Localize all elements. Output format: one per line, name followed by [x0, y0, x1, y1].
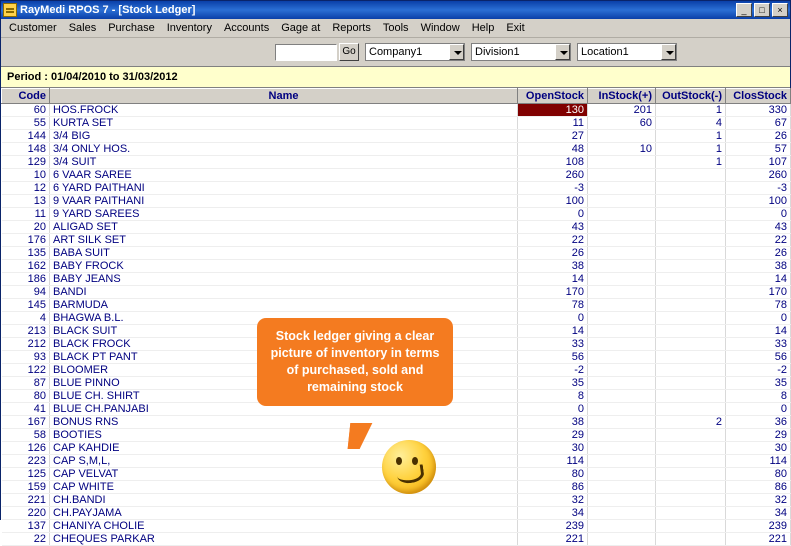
- cell-outstock: [656, 390, 726, 403]
- cell-code: 80: [2, 390, 50, 403]
- cell-code: 220: [2, 507, 50, 520]
- cell-instock: [588, 247, 656, 260]
- cell-openstock: 78: [518, 299, 588, 312]
- cell-instock: [588, 299, 656, 312]
- cell-openstock: 38: [518, 260, 588, 273]
- table-row[interactable]: [2, 195, 791, 208]
- cell-openstock: 34: [518, 507, 588, 520]
- cell-name: ART SILK SET: [50, 234, 518, 247]
- cell-outstock: 1: [656, 130, 726, 143]
- smiley-mouth: [396, 464, 425, 485]
- cell-code: 41: [2, 403, 50, 416]
- division-select[interactable]: [471, 43, 571, 61]
- menu-item-accounts[interactable]: Accounts: [223, 22, 270, 34]
- minimize-button[interactable]: _: [736, 3, 752, 17]
- cell-openstock: 130: [518, 104, 588, 117]
- cell-code: 213: [2, 325, 50, 338]
- cell-outstock: [656, 195, 726, 208]
- smiley-icon: [382, 440, 436, 494]
- table-row[interactable]: [2, 507, 791, 520]
- cell-openstock: 27: [518, 130, 588, 143]
- cell-code: 159: [2, 481, 50, 494]
- cell-name: 6 YARD PAITHANI: [50, 182, 518, 195]
- cell-outstock: [656, 403, 726, 416]
- cell-instock: [588, 507, 656, 520]
- cell-instock: [588, 325, 656, 338]
- cell-closstock: 8: [726, 390, 791, 403]
- cell-code: 122: [2, 364, 50, 377]
- cell-closstock: 114: [726, 455, 791, 468]
- cell-outstock: [656, 507, 726, 520]
- cell-instock: [588, 403, 656, 416]
- cell-name: BABA SUIT: [50, 247, 518, 260]
- cell-openstock: 239: [518, 520, 588, 533]
- cell-name: 9 VAAR PAITHANI: [50, 195, 518, 208]
- company-select[interactable]: [365, 43, 465, 61]
- maximize-button[interactable]: □: [754, 3, 770, 17]
- cell-closstock: 32: [726, 494, 791, 507]
- column-header-closstock[interactable]: ClosStock: [726, 89, 791, 104]
- cell-name: CH.BANDI: [50, 494, 518, 507]
- cell-openstock: 35: [518, 377, 588, 390]
- cell-outstock: [656, 273, 726, 286]
- app-icon: [3, 3, 17, 17]
- cell-code: 144: [2, 130, 50, 143]
- cell-openstock: 56: [518, 351, 588, 364]
- cell-outstock: [656, 455, 726, 468]
- menu-item-window[interactable]: Window: [420, 22, 460, 34]
- cell-code: 212: [2, 338, 50, 351]
- period-label: Period : 01/04/2010 to 31/03/2012: [7, 71, 178, 83]
- cell-openstock: 33: [518, 338, 588, 351]
- cell-openstock: 11: [518, 117, 588, 130]
- table-row[interactable]: [2, 416, 791, 429]
- window-title: RayMedi RPOS 7 - [Stock Ledger]: [20, 4, 196, 16]
- table-row[interactable]: [2, 494, 791, 507]
- cell-code: 126: [2, 442, 50, 455]
- cell-outstock: [656, 364, 726, 377]
- column-header-openstock[interactable]: OpenStock: [518, 89, 588, 104]
- cell-name: BLUE CH. SHIRT: [50, 390, 518, 403]
- cell-openstock: 0: [518, 403, 588, 416]
- menu-item-tools[interactable]: Tools: [382, 22, 409, 34]
- cell-outstock: [656, 312, 726, 325]
- cell-closstock: 221: [726, 533, 791, 546]
- chevron-down-icon[interactable]: [449, 44, 464, 60]
- cell-closstock: 0: [726, 208, 791, 221]
- cell-outstock: [656, 169, 726, 182]
- cell-closstock: 14: [726, 325, 791, 338]
- cell-openstock: -3: [518, 182, 588, 195]
- cell-closstock: 57: [726, 143, 791, 156]
- title-bar: [1, 1, 790, 19]
- table-row[interactable]: [2, 234, 791, 247]
- cell-code: 221: [2, 494, 50, 507]
- cell-name: CH.PAYJAMA: [50, 507, 518, 520]
- cell-closstock: 36: [726, 416, 791, 429]
- menu-item-reports[interactable]: Reports: [332, 22, 371, 34]
- cell-closstock: 80: [726, 468, 791, 481]
- cell-openstock: 100: [518, 195, 588, 208]
- cell-closstock: 26: [726, 247, 791, 260]
- table-row[interactable]: [2, 156, 791, 169]
- cell-code: 20: [2, 221, 50, 234]
- cell-code: 135: [2, 247, 50, 260]
- cell-instock: [588, 273, 656, 286]
- chevron-down-icon[interactable]: [555, 44, 570, 60]
- cell-code: 22: [2, 533, 50, 546]
- column-header-name[interactable]: Name: [50, 89, 518, 104]
- cell-name: BLOOMER: [50, 364, 518, 377]
- cell-code: 87: [2, 377, 50, 390]
- cell-instock: 10: [588, 143, 656, 156]
- cell-outstock: 2: [656, 416, 726, 429]
- cell-openstock: 14: [518, 325, 588, 338]
- cell-instock: 60: [588, 117, 656, 130]
- cell-closstock: 239: [726, 520, 791, 533]
- cell-outstock: [656, 351, 726, 364]
- cell-code: 176: [2, 234, 50, 247]
- cell-closstock: 34: [726, 507, 791, 520]
- cell-outstock: [656, 260, 726, 273]
- cell-closstock: 22: [726, 234, 791, 247]
- cell-openstock: 14: [518, 273, 588, 286]
- cell-name: 6 VAAR SAREE: [50, 169, 518, 182]
- cell-code: 60: [2, 104, 50, 117]
- cell-instock: [588, 481, 656, 494]
- cell-instock: [588, 520, 656, 533]
- toolbar: [1, 38, 790, 67]
- cell-code: 10: [2, 169, 50, 182]
- column-header-outstock[interactable]: OutStock(-): [656, 89, 726, 104]
- cell-outstock: [656, 468, 726, 481]
- location-select[interactable]: [577, 43, 677, 61]
- cell-code: 186: [2, 273, 50, 286]
- cell-name: BLACK PT PANT: [50, 351, 518, 364]
- cell-outstock: [656, 494, 726, 507]
- cell-name: KURTA SET: [50, 117, 518, 130]
- cell-name: CAP WHITE: [50, 481, 518, 494]
- cell-instock: [588, 429, 656, 442]
- cell-openstock: 0: [518, 312, 588, 325]
- cell-openstock: 114: [518, 455, 588, 468]
- table-row[interactable]: [2, 104, 791, 117]
- cell-name: BANDI: [50, 286, 518, 299]
- cell-code: 137: [2, 520, 50, 533]
- search-input[interactable]: [275, 44, 337, 61]
- cell-instock: [588, 442, 656, 455]
- cell-code: 58: [2, 429, 50, 442]
- cell-name: BABY JEANS: [50, 273, 518, 286]
- table-row[interactable]: [2, 182, 791, 195]
- cell-closstock: -3: [726, 182, 791, 195]
- menu-item-customer[interactable]: Customer: [9, 22, 57, 34]
- cell-outstock: [656, 520, 726, 533]
- table-row[interactable]: [2, 221, 791, 234]
- cell-code: 94: [2, 286, 50, 299]
- cell-openstock: 260: [518, 169, 588, 182]
- menu-item-exit[interactable]: Exit: [506, 22, 525, 34]
- table-row[interactable]: [2, 286, 791, 299]
- cell-outstock: [656, 429, 726, 442]
- cell-name: 3/4 ONLY HOS.: [50, 143, 518, 156]
- cell-closstock: 330: [726, 104, 791, 117]
- chevron-down-icon[interactable]: [661, 44, 676, 60]
- callout-bubble: [257, 318, 453, 406]
- cell-outstock: [656, 182, 726, 195]
- cell-closstock: 107: [726, 156, 791, 169]
- table-row[interactable]: [2, 130, 791, 143]
- division-select-value: Division1: [475, 46, 520, 58]
- cell-closstock: 14: [726, 273, 791, 286]
- cell-instock: [588, 533, 656, 546]
- table-row[interactable]: [2, 429, 791, 442]
- cell-instock: [588, 455, 656, 468]
- table-row[interactable]: [2, 169, 791, 182]
- cell-name: CAP VELVAT: [50, 468, 518, 481]
- cell-closstock: 170: [726, 286, 791, 299]
- stock-ledger-grid[interactable]: [1, 88, 790, 545]
- location-select-value: Location1: [581, 46, 629, 58]
- cell-instock: [588, 338, 656, 351]
- cell-code: 55: [2, 117, 50, 130]
- cell-closstock: 29: [726, 429, 791, 442]
- cell-code: 12: [2, 182, 50, 195]
- cell-name: BABY FROCK: [50, 260, 518, 273]
- cell-name: BOOTIES: [50, 429, 518, 442]
- cell-openstock: 29: [518, 429, 588, 442]
- cell-code: 129: [2, 156, 50, 169]
- cell-name: CAP KAHDIE: [50, 442, 518, 455]
- table-row[interactable]: [2, 260, 791, 273]
- cell-instock: [588, 130, 656, 143]
- cell-outstock: 1: [656, 156, 726, 169]
- cell-openstock: 80: [518, 468, 588, 481]
- cell-instock: [588, 286, 656, 299]
- menu-item-inventory[interactable]: Inventory: [166, 22, 212, 34]
- cell-outstock: [656, 247, 726, 260]
- cell-instock: [588, 416, 656, 429]
- cell-openstock: 0: [518, 208, 588, 221]
- cell-instock: 201: [588, 104, 656, 117]
- cell-openstock: 170: [518, 286, 588, 299]
- table-row[interactable]: [2, 143, 791, 156]
- cell-instock: [588, 156, 656, 169]
- cell-outstock: [656, 286, 726, 299]
- cell-outstock: [656, 533, 726, 546]
- cell-closstock: 100: [726, 195, 791, 208]
- cell-instock: [588, 208, 656, 221]
- table-row[interactable]: [2, 208, 791, 221]
- cell-instock: [588, 494, 656, 507]
- cell-openstock: 86: [518, 481, 588, 494]
- cell-closstock: 38: [726, 260, 791, 273]
- cell-outstock: [656, 208, 726, 221]
- cell-closstock: 0: [726, 403, 791, 416]
- cell-closstock: 86: [726, 481, 791, 494]
- table-row[interactable]: [2, 273, 791, 286]
- cell-code: 93: [2, 351, 50, 364]
- menu-item-gage-at[interactable]: Gage at: [281, 22, 321, 34]
- menu-bar: [1, 19, 790, 38]
- cell-name: BLACK FROCK: [50, 338, 518, 351]
- cell-name: CHANIYA CHOLIE: [50, 520, 518, 533]
- cell-instock: [588, 468, 656, 481]
- cell-name: BLACK SUIT: [50, 325, 518, 338]
- cell-closstock: 67: [726, 117, 791, 130]
- cell-instock: [588, 169, 656, 182]
- cell-closstock: 43: [726, 221, 791, 234]
- cell-closstock: 260: [726, 169, 791, 182]
- cell-instock: [588, 221, 656, 234]
- cell-outstock: 1: [656, 143, 726, 156]
- cell-instock: [588, 195, 656, 208]
- table-row[interactable]: [2, 520, 791, 533]
- cell-closstock: 56: [726, 351, 791, 364]
- cell-instock: [588, 364, 656, 377]
- cell-name: CHEQUES PARKAR: [50, 533, 518, 546]
- cell-openstock: 43: [518, 221, 588, 234]
- cell-openstock: 108: [518, 156, 588, 169]
- cell-openstock: 30: [518, 442, 588, 455]
- cell-name: 9 YARD SAREES: [50, 208, 518, 221]
- smiley-eye-right: [412, 457, 418, 465]
- cell-code: 13: [2, 195, 50, 208]
- cell-name: 3/4 SUIT: [50, 156, 518, 169]
- cell-name: BONUS RNS: [50, 416, 518, 429]
- callout-text: Stock ledger giving a clear picture of inventory in terms of purchased, sold and remaining stock: [270, 329, 440, 394]
- cell-name: 3/4 BIG: [50, 130, 518, 143]
- cell-name: ALIGAD SET: [50, 221, 518, 234]
- menu-item-help[interactable]: Help: [471, 22, 495, 34]
- cell-outstock: [656, 481, 726, 494]
- cell-name: BARMUDA: [50, 299, 518, 312]
- cell-code: 11: [2, 208, 50, 221]
- cell-outstock: [656, 299, 726, 312]
- column-header-code[interactable]: Code: [2, 89, 50, 104]
- cell-closstock: 30: [726, 442, 791, 455]
- company-select-value: Company1: [369, 46, 423, 58]
- cell-outstock: 1: [656, 104, 726, 117]
- table-header: [2, 89, 791, 104]
- cell-openstock: 8: [518, 390, 588, 403]
- cell-outstock: [656, 221, 726, 234]
- cell-name: BLUE CH.PANJABI: [50, 403, 518, 416]
- cell-openstock: 221: [518, 533, 588, 546]
- cell-code: 167: [2, 416, 50, 429]
- table-row[interactable]: [2, 299, 791, 312]
- table-row[interactable]: [2, 117, 791, 130]
- cell-code: 4: [2, 312, 50, 325]
- cell-code: 148: [2, 143, 50, 156]
- cell-openstock: 26: [518, 247, 588, 260]
- table-row[interactable]: [2, 247, 791, 260]
- cell-code: 145: [2, 299, 50, 312]
- cell-openstock: 32: [518, 494, 588, 507]
- cell-name: HOS.FROCK: [50, 104, 518, 117]
- go-button[interactable]: Go: [339, 43, 359, 61]
- cell-instock: [588, 182, 656, 195]
- cell-outstock: [656, 325, 726, 338]
- period-bar: [1, 67, 790, 88]
- cell-closstock: 0: [726, 312, 791, 325]
- cell-name: BLUE PINNO: [50, 377, 518, 390]
- cell-closstock: 33: [726, 338, 791, 351]
- cell-code: 223: [2, 455, 50, 468]
- cell-openstock: 38: [518, 416, 588, 429]
- cell-closstock: 78: [726, 299, 791, 312]
- cell-instock: [588, 234, 656, 247]
- close-button[interactable]: ×: [772, 3, 788, 17]
- column-header-instock[interactable]: InStock(+): [588, 89, 656, 104]
- cell-code: 125: [2, 468, 50, 481]
- window-buttons: [736, 3, 788, 17]
- cell-outstock: [656, 338, 726, 351]
- cell-name: CAP S,M,L,: [50, 455, 518, 468]
- cell-outstock: [656, 234, 726, 247]
- cell-name: BHAGWA B.L.: [50, 312, 518, 325]
- table-header-row: [2, 89, 791, 104]
- cell-outstock: [656, 377, 726, 390]
- cell-openstock: 48: [518, 143, 588, 156]
- cell-instock: [588, 351, 656, 364]
- cell-instock: [588, 312, 656, 325]
- cell-openstock: -2: [518, 364, 588, 377]
- cell-outstock: [656, 442, 726, 455]
- menu-item-sales[interactable]: Sales: [68, 22, 97, 34]
- cell-outstock: 4: [656, 117, 726, 130]
- cell-instock: [588, 390, 656, 403]
- cell-code: 162: [2, 260, 50, 273]
- cell-openstock: 22: [518, 234, 588, 247]
- callout-tail: [348, 423, 373, 449]
- table-row[interactable]: [2, 533, 791, 546]
- smiley-eye-left: [396, 457, 402, 465]
- cell-instock: [588, 377, 656, 390]
- cell-closstock: -2: [726, 364, 791, 377]
- cell-closstock: 35: [726, 377, 791, 390]
- cell-closstock: 26: [726, 130, 791, 143]
- menu-item-purchase[interactable]: Purchase: [108, 22, 155, 34]
- cell-instock: [588, 260, 656, 273]
